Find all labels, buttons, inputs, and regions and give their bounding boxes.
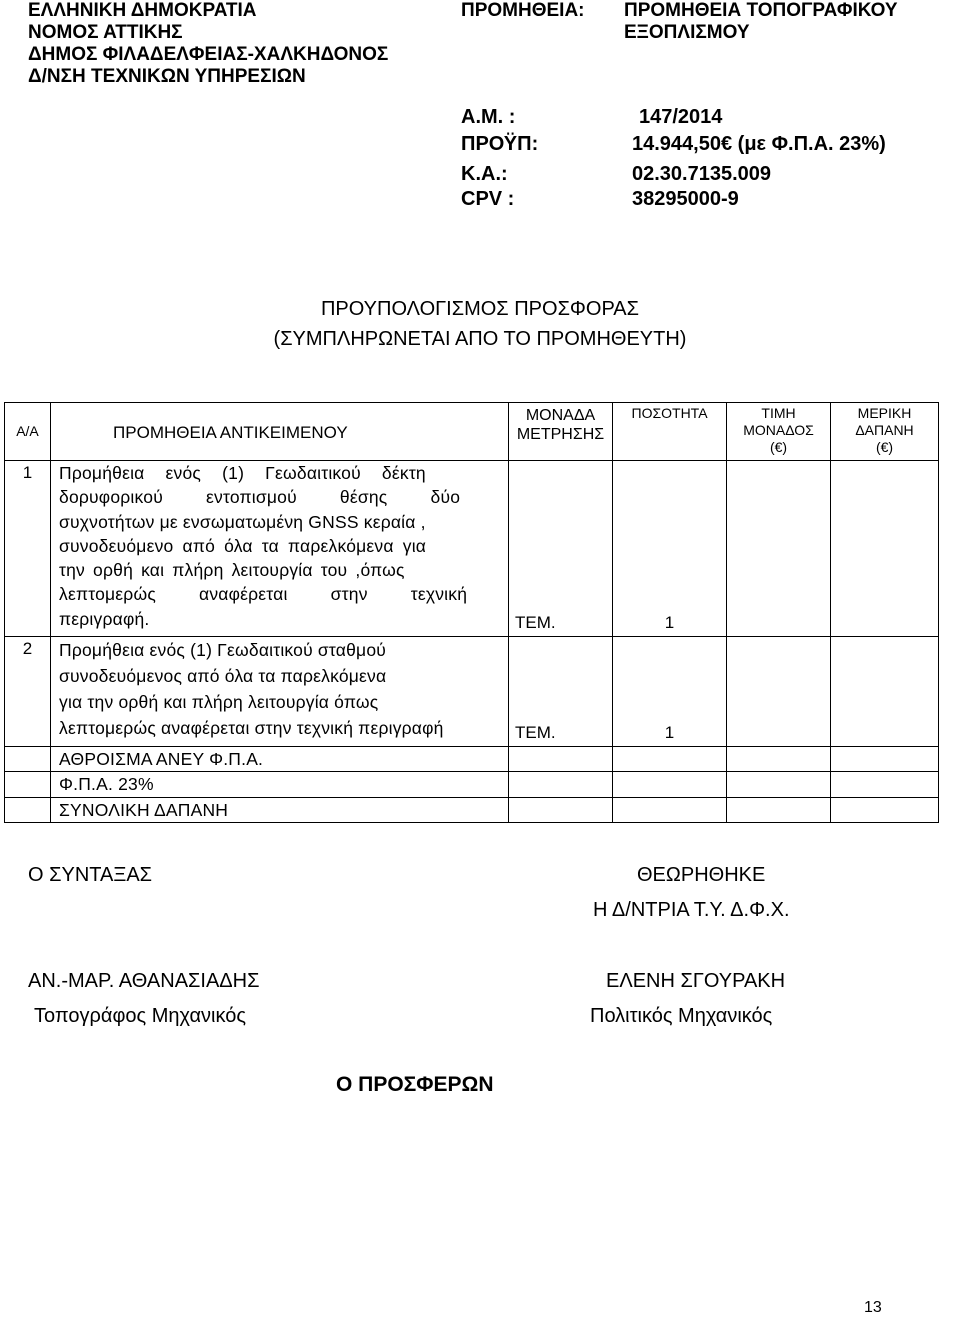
org-line: Δ/ΝΣΗ ΤΕΧΝΙΚΩΝ ΥΠΗΡΕΣΙΩΝ bbox=[28, 66, 306, 87]
supply-value-line: ΕΞΟΠΛΙΣΜΟΥ bbox=[624, 22, 750, 43]
row-quantity: 1 bbox=[613, 637, 727, 747]
page-title: ΠΡΟΥΠΟΛΟΓΙΣΜΟΣ ΠΡΟΣΦΟΡΑΣ bbox=[320, 298, 640, 320]
total-vat-label: Φ.Π.Α. 23% bbox=[51, 772, 509, 797]
header-partial-cost: ΜΕΡΙΚΗ ΔΑΠΑΝΗ (€) bbox=[831, 403, 939, 461]
page-subtitle: (ΣΥΜΠΛΗΡΩΝΕΤΑΙ ΑΠΟ ΤΟ ΠΡΟΜΗΘΕΥΤΗ) bbox=[273, 328, 687, 350]
composer-title: Ο ΣΥΝΤΑΞΑΣ bbox=[28, 864, 153, 886]
supply-value bbox=[624, 0, 898, 44]
table-header-row bbox=[5, 403, 939, 461]
row-unit: ΤΕΜ. bbox=[509, 637, 613, 747]
org-line: ΔΗΜΟΣ ΦΙΛΑΔΕΛΦΕΙΑΣ-ΧΑΛΚΗΔΟΝΟΣ bbox=[28, 44, 389, 65]
row-number: 1 bbox=[5, 461, 51, 637]
approver-role: Πολιτικός Μηχανικός bbox=[590, 1005, 773, 1027]
supply-label: ΠΡΟΜΗΘΕΙΑ: bbox=[461, 0, 585, 21]
header-qty: ΠΟΣΟΤΗΤΑ bbox=[613, 403, 727, 461]
approved-title: ΘΕΩΡΗΘΗΚΕ bbox=[637, 864, 766, 886]
row-description: Προμήθεια ενός (1) Γεωδαιτικού δέκτη δορυφορικού εντοπισμού θέσης δύο συχνοτήτων με ενσωματωμένη GNSS κεραία , συνοδευόμενο από όλα τα παρελκόμενα για την ορθή και πλήρη λειτουργία του ,όπως λεπτομερώς αναφέρεται στην τεχνική περιγραφή. bbox=[51, 461, 509, 637]
totals-row bbox=[5, 747, 939, 772]
offeror-label: Ο ΠΡΟΣΦΕΡΩΝ bbox=[336, 1073, 494, 1096]
row-description: Προμήθεια ενός (1) Γεωδαιτικού σταθμού συνοδευόμενος από όλα τα παρελκόμενα για την ορθή και πλήρη λειτουργία όπως λεπτομερώς αναφέρεται στην τεχνική περιγραφή bbox=[51, 637, 509, 747]
row-unit: ΤΕΜ. bbox=[509, 461, 613, 637]
table-row bbox=[5, 461, 939, 637]
meta-label-am: Α.Μ. : bbox=[461, 106, 516, 128]
row-unit-price-cell bbox=[727, 461, 831, 637]
budget-table bbox=[4, 402, 939, 823]
meta-label-ka: Κ.Α.: bbox=[461, 163, 508, 185]
org-line: ΕΛΛΗΝΙΚΗ ΔΗΜΟΚΡΑΤΙΑ bbox=[28, 0, 257, 21]
meta-value-cpv: 38295000-9 bbox=[632, 188, 739, 210]
approver-position: Η Δ/ΝΤΡΙΑ Τ.Υ. Δ.Φ.Χ. bbox=[593, 899, 790, 921]
header-unit: ΜΟΝΑΔΑ ΜΕΤΡΗΣΗΣ bbox=[509, 403, 613, 461]
meta-label-cpv: CPV : bbox=[461, 188, 515, 210]
table-row bbox=[5, 637, 939, 747]
meta-value-am: 147/2014 bbox=[639, 106, 723, 128]
meta-value-budget: 14.944,50€ (με Φ.Π.Α. 23%) bbox=[632, 133, 886, 155]
row-unit-price-cell bbox=[727, 637, 831, 747]
composer-role: Τοπογράφος Μηχανικός bbox=[34, 1005, 246, 1027]
row-number: 2 bbox=[5, 637, 51, 747]
total-net-label: ΑΘΡΟΙΣΜΑ ΑΝΕΥ Φ.Π.Α. bbox=[51, 747, 509, 772]
page-number: 13 bbox=[864, 1299, 882, 1316]
meta-label-budget: ΠΡΟΫΠ: bbox=[461, 133, 539, 155]
totals-row bbox=[5, 772, 939, 797]
total-cost-label: ΣΥΝΟΛΙΚΗ ΔΑΠΑΝΗ bbox=[51, 797, 509, 822]
org-line: ΝΟΜΟΣ ΑΤΤΙΚΗΣ bbox=[28, 22, 183, 43]
totals-row bbox=[5, 797, 939, 822]
approver-name: ΕΛΕΝΗ ΣΓΟΥΡΑΚΗ bbox=[606, 970, 786, 992]
header-item: ΠΡΟΜΗΘΕΙΑ ΑΝΤΙΚΕΙΜΕΝΟΥ bbox=[51, 403, 509, 461]
header-aa: Α/Α bbox=[5, 403, 51, 461]
row-quantity: 1 bbox=[613, 461, 727, 637]
composer-name: ΑΝ.-ΜΑΡ. ΑΘΑΝΑΣΙΑΔΗΣ bbox=[28, 970, 260, 992]
org-block bbox=[28, 0, 388, 88]
row-partial-cost-cell bbox=[831, 637, 939, 747]
row-partial-cost-cell bbox=[831, 461, 939, 637]
meta-value-ka: 02.30.7135.009 bbox=[632, 163, 772, 185]
header-unit-price: ΤΙΜΗ ΜΟΝΑΔΟΣ (€) bbox=[727, 403, 831, 461]
supply-value-line: ΠΡΟΜΗΘΕΙΑ ΤΟΠΟΓΡΑΦΙΚΟΥ bbox=[624, 0, 898, 21]
